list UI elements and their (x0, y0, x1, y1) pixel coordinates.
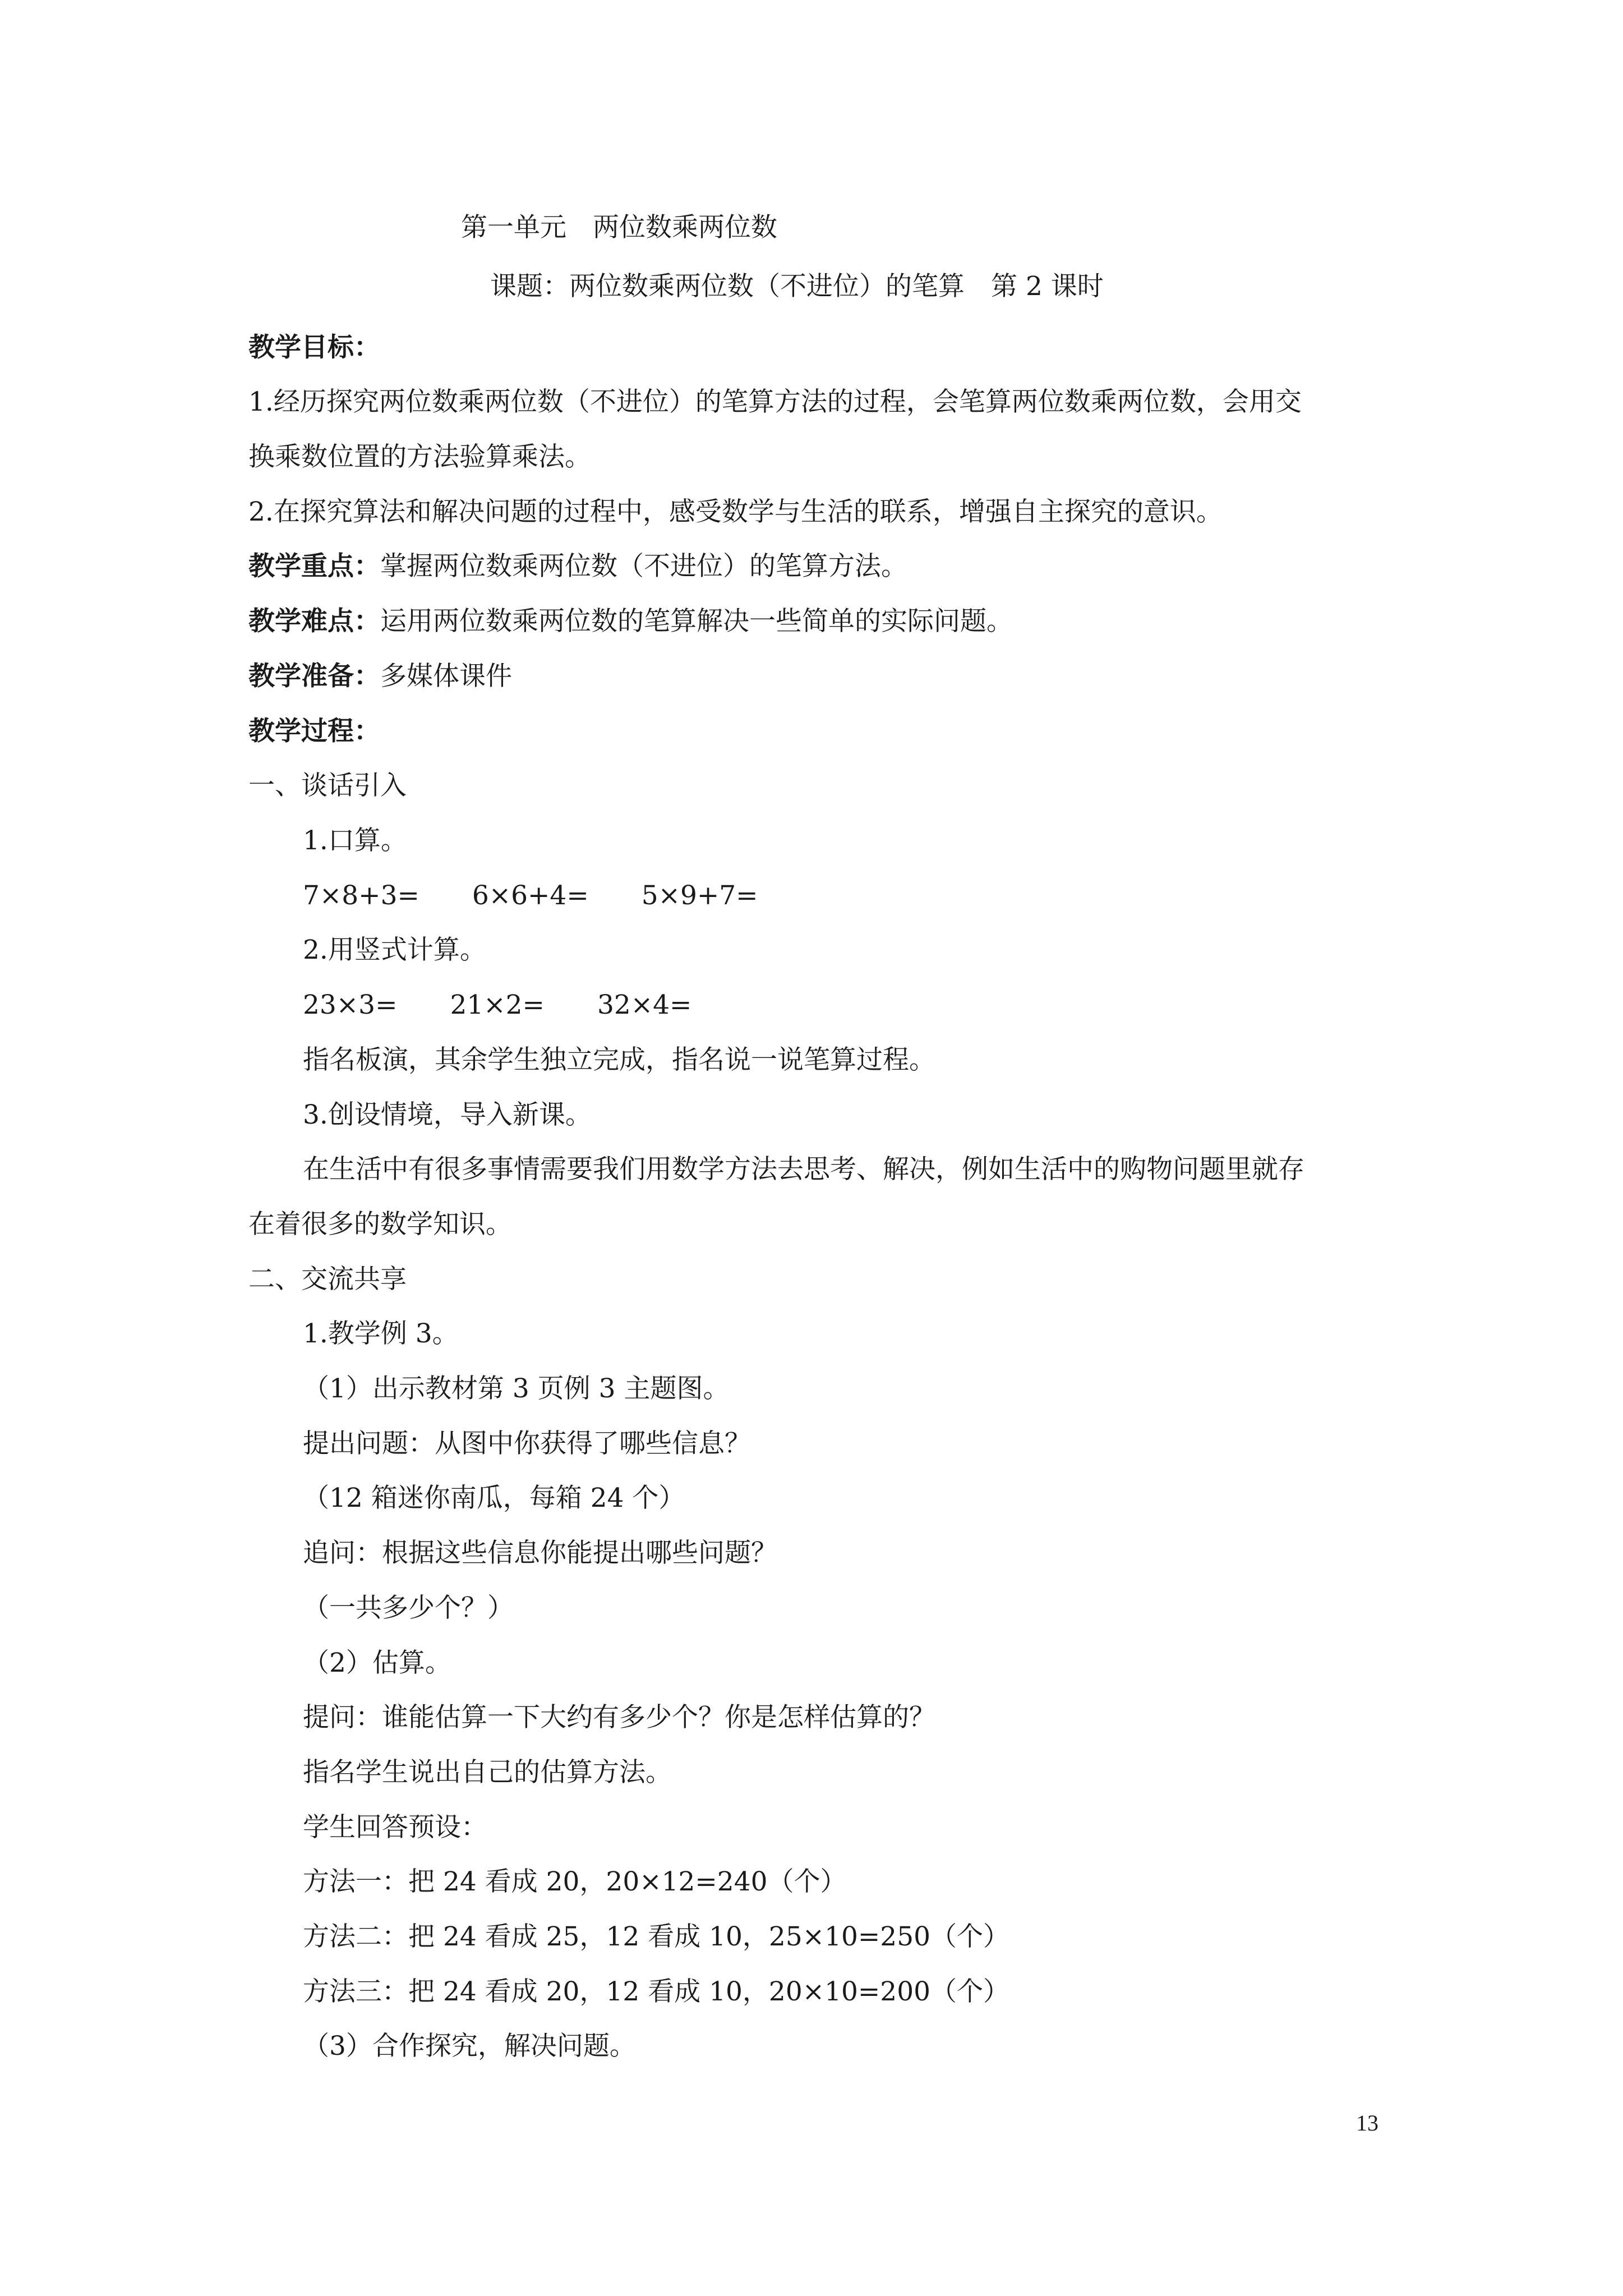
focus-row (0, 550, 1623, 583)
process-heading: 教学过程： (248, 716, 380, 747)
question-3: 提问：谁能估算一下大约有多少个？你是怎样估算的？ (303, 1702, 935, 1733)
oral-calc-heading: 1.口算。 (303, 825, 407, 856)
preparation-text: 多媒体课件 (380, 661, 512, 692)
answer-2: （一共多少个？） (303, 1593, 514, 1623)
difficulty-text: 运用两位数乘两位数的笔算解决一些简单的实际问题。 (380, 606, 1013, 637)
method-2: 方法二：把 24 看成 25，12 看成 10，25×10=250（个） (303, 1921, 1010, 1952)
focus-text: 掌握两位数乘两位数（不进位）的笔算方法。 (380, 551, 907, 582)
difficulty-row (0, 605, 1623, 638)
estimate-note: 指名学生说出自己的估算方法。 (303, 1757, 672, 1788)
method-1: 方法一：把 24 看成 20，20×12=240（个） (303, 1866, 847, 1897)
scenario-heading: 3.创设情境，导入新课。 (303, 1099, 592, 1130)
board-note: 指名板演，其余学生独立完成，指名说一说笔算过程。 (303, 1045, 935, 1075)
objective-1-line-2: 换乘数位置的方法验算乘法。 (248, 441, 591, 472)
difficulty-label: 教学难点： (248, 606, 380, 637)
estimate-heading: （2）估算。 (303, 1648, 451, 1678)
example-heading: 1.教学例 3。 (303, 1318, 459, 1349)
method-3: 方法三：把 24 看成 20，12 看成 10，20×10=200（个） (303, 1976, 1010, 2007)
objective-2: 2.在探究算法和解决问题的过程中，感受数学与生活的联系，增强自主探究的意识。 (248, 496, 1223, 527)
objectives-heading: 教学目标： (248, 332, 380, 363)
scenario-paragraph-line-1: 在生活中有很多事情需要我们用数学方法去思考、解决，例如生活中的购物问题里就存 (303, 1154, 1304, 1185)
page-number: 13 (1356, 2110, 1378, 2136)
vertical-calc-items: 23×3= 21×2= 32×4= (303, 990, 692, 1020)
focus-label: 教学重点： (248, 551, 380, 582)
section-1-title: 一、谈话引入 (248, 770, 407, 801)
preparation-label: 教学准备： (248, 661, 380, 692)
vertical-calc-heading: 2.用竖式计算。 (303, 935, 486, 965)
question-1: 提出问题：从图中你获得了哪些信息？ (303, 1428, 751, 1459)
scenario-paragraph-line-2: 在着很多的数学知识。 (248, 1209, 512, 1240)
section-2-title: 二、交流共享 (248, 1264, 407, 1295)
answer-1: （12 箱迷你南瓜，每箱 24 个） (303, 1483, 685, 1513)
objective-1-line-1: 1.经历探究两位数乘两位数（不进位）的笔算方法的过程，会笔算两位数乘两位数，会用交 (248, 386, 1302, 417)
question-2: 追问：根据这些信息你能提出哪些问题？ (303, 1538, 777, 1568)
cooperation-heading: （3）合作探究，解决问题。 (303, 2031, 636, 2062)
preset-heading: 学生回答预设： (303, 1812, 487, 1843)
show-picture: （1）出示教材第 3 页例 3 主题图。 (303, 1373, 730, 1404)
unit-title: 第一单元 两位数乘两位数 (461, 212, 777, 243)
preparation-row (0, 660, 1623, 693)
oral-calc-items: 7×8+3= 6×6+4= 5×9+7= (303, 880, 758, 911)
lesson-title: 课题：两位数乘两位数（不进位）的笔算 第 2 课时 (490, 271, 1104, 302)
